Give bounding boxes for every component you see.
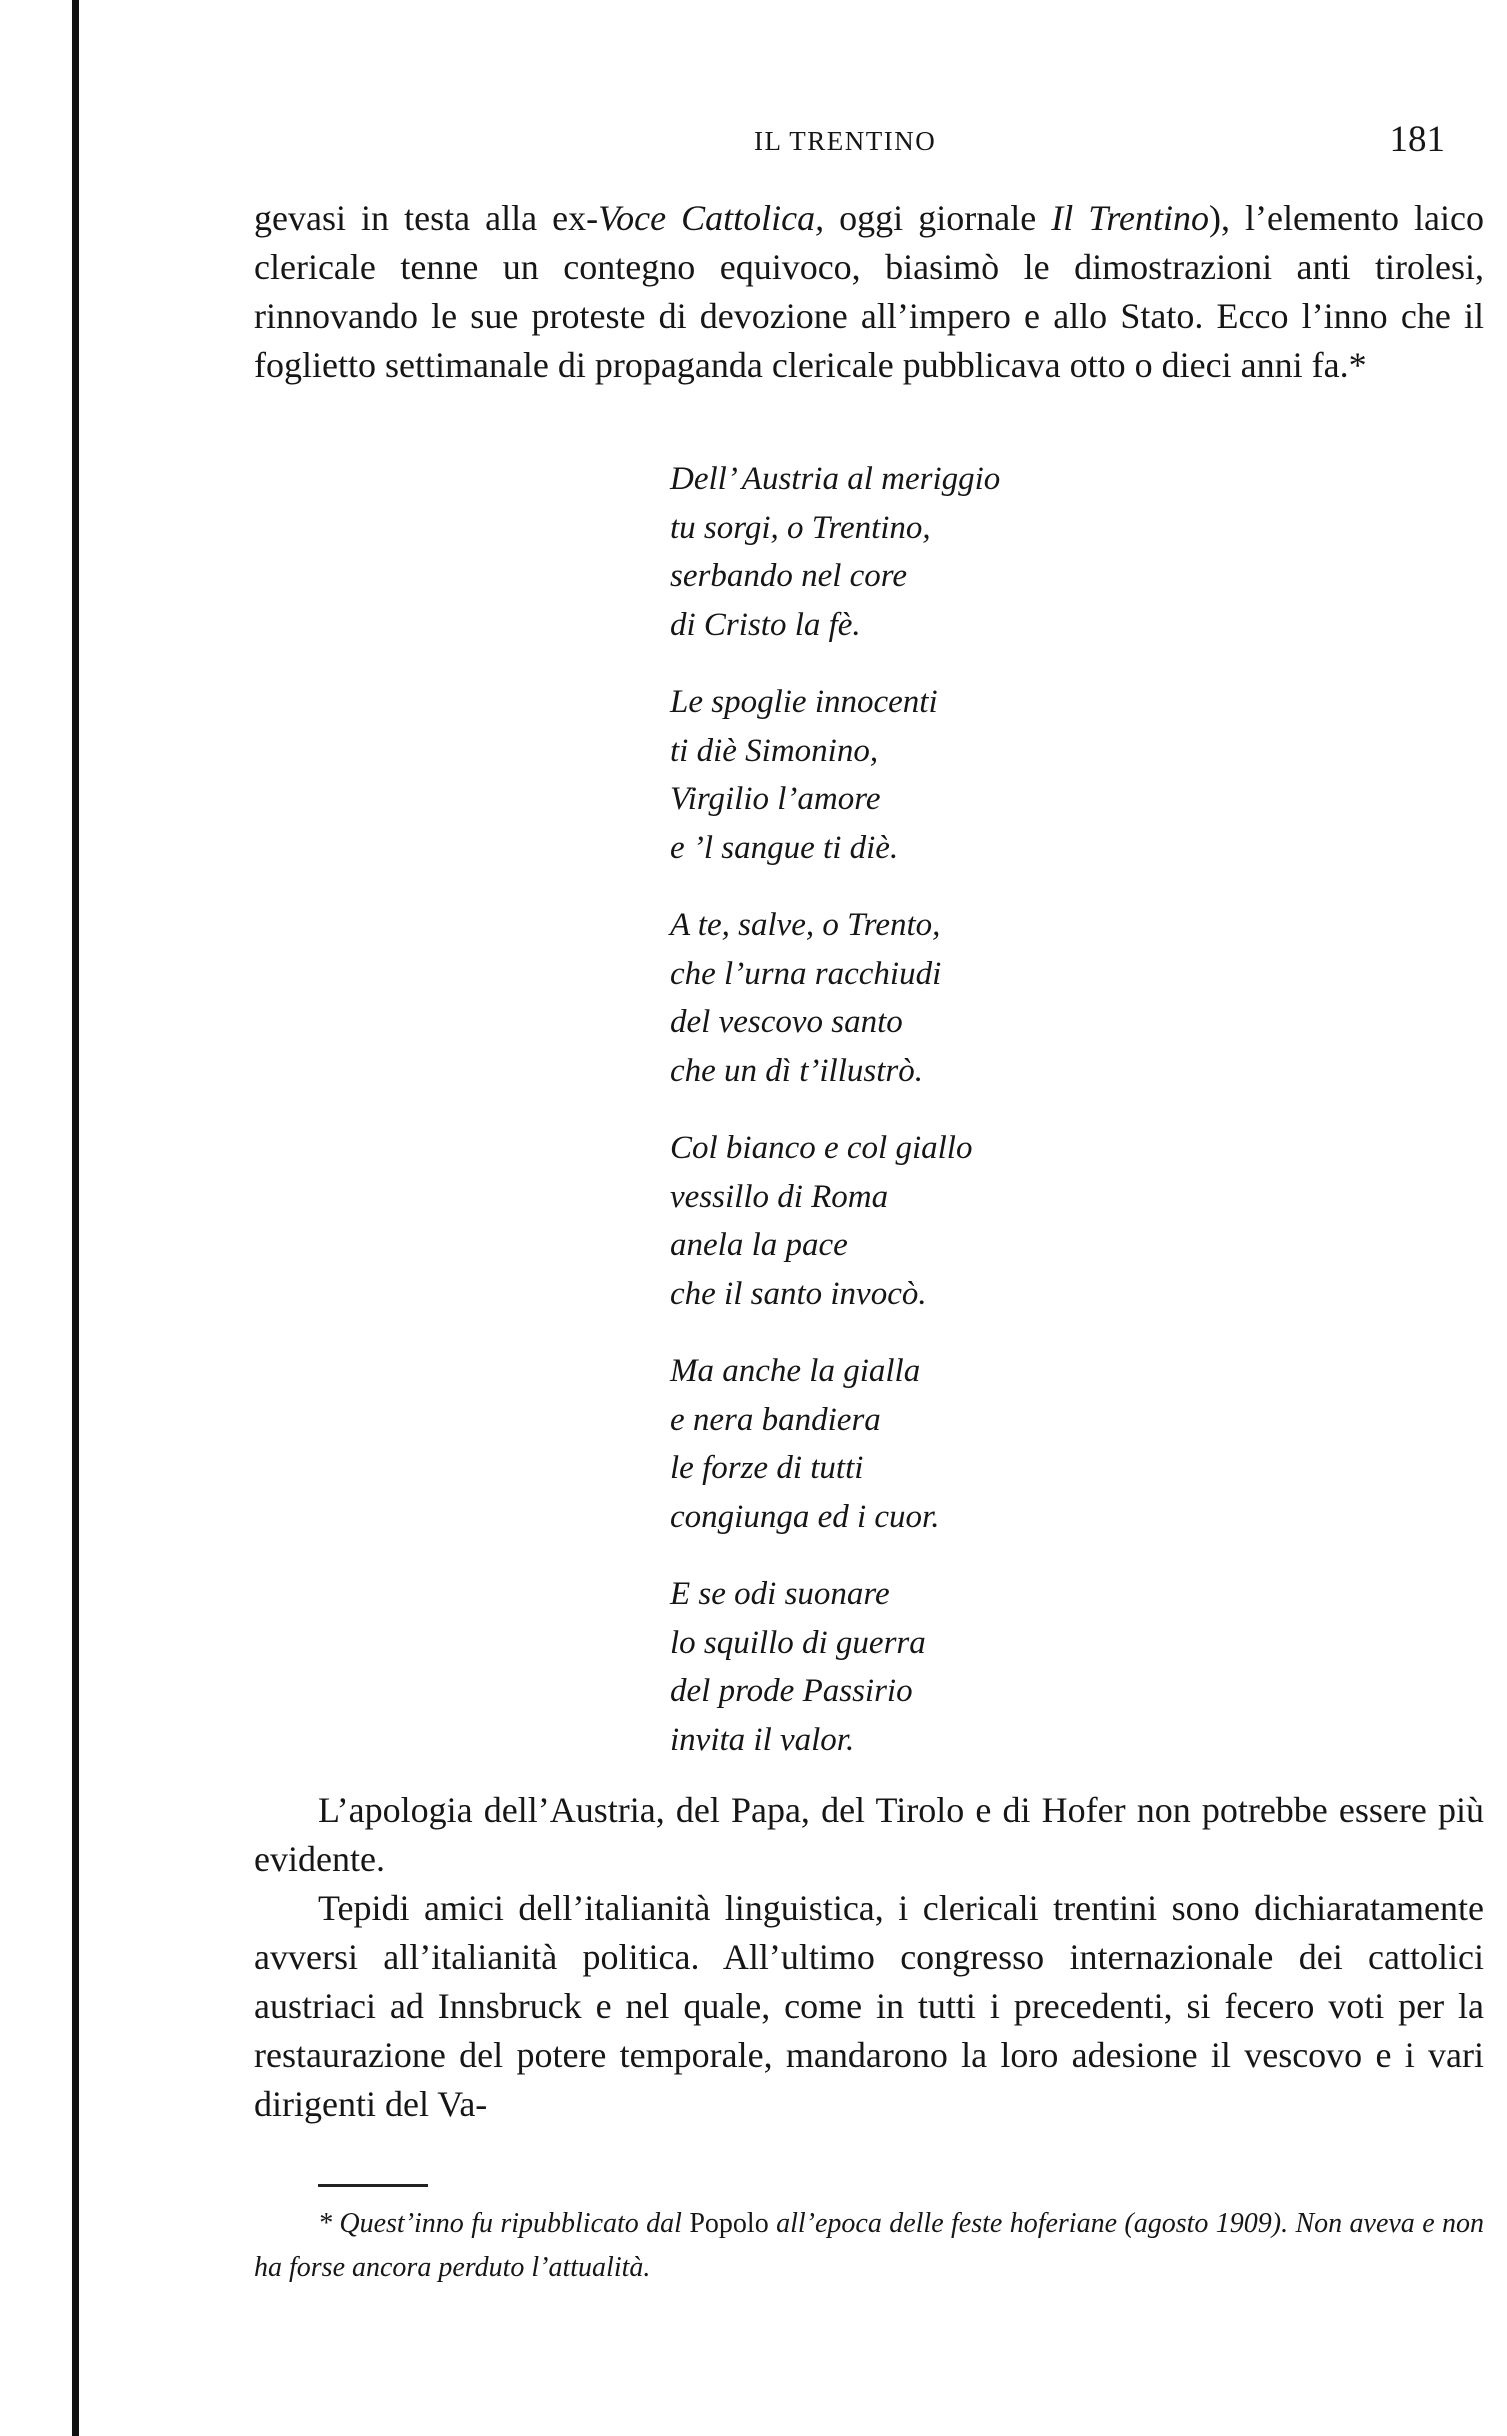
verse-line: le forze di tutti [670, 1450, 864, 1486]
body-text-bottom [254, 1786, 1484, 2129]
body-text-top [254, 194, 1484, 390]
verse-line: congiunga ed i cuor. [670, 1498, 940, 1535]
verse-line: che un dì t’illustrò. [670, 1052, 923, 1089]
verse-line: Virgilio l’amore [670, 781, 881, 817]
running-head [254, 118, 1445, 174]
footnote-text: * Quest’inno fu ripubblicato dal [318, 2208, 690, 2239]
verse-line: che l’urna racchiudi [670, 955, 942, 992]
verse-line: invita il valor. [670, 1721, 855, 1758]
text-run: gevasi in testa alla ex- [254, 198, 599, 238]
newspaper-title: Voce Cattolica, [598, 198, 825, 238]
verse-line: A te, salve, o Trento, [670, 907, 941, 943]
page-edge-rule [72, 0, 79, 2436]
paragraph: Tepidi amici dell’italianità linguistica, i clericali trentini sono dichiaratamente avversi all’italianità politica. All’ultimo congresso internazionale dei cattolici austriaci ad Innsbruck e nel quale, come in tutti i precedenti, si fecero voti per la restaurazione del potere temporale, mandarono la loro adesione il vescovo e i vari dirigenti del Va- [254, 1888, 1484, 2124]
verse-line: anela la pace [670, 1227, 848, 1263]
stanza [670, 1570, 1000, 1764]
verse-line: ti diè Simonino, [670, 732, 879, 769]
footnote-text: all’epoca delle feste hoferiane (agosto 1909). Non aveva e non ha forse ancora perduto l’attualità. [254, 2208, 1485, 2283]
verse-line: Col bianco e col giallo [670, 1130, 973, 1166]
verse-line: del prode Passirio [670, 1673, 913, 1709]
verse-line: Le spoglie innocenti [670, 684, 938, 720]
verse-line: serbando nel core [670, 558, 908, 594]
running-title: IL TRENTINO [754, 126, 937, 156]
verse-line: Ma anche la gialla [670, 1353, 921, 1389]
verse-line: lo squillo di guerra [670, 1624, 926, 1661]
text-run: ), l’elemento laico clericale tenne un contegno equivoco, biasimò le dimostrazioni anti tirolesi, rinnovando le sue proteste di devozione all’impero e allo Stato. Ecco l’inno che il foglietto settimanale di propaganda clericale pubblicava otto o dieci anni fa.* [254, 198, 1484, 385]
verse-line: e ’l sangue ti diè. [670, 829, 899, 866]
stanza [670, 1124, 1000, 1318]
footnote [254, 2202, 1484, 2290]
stanza [670, 455, 1000, 649]
page-number: 181 [1389, 119, 1445, 160]
verse-line: tu sorgi, o Trentino, [670, 509, 931, 546]
verse-line: di Cristo la fè. [670, 606, 861, 643]
paragraph: L’apologia dell’Austria, del Papa, del Tirolo e di Hofer non potrebbe essere più evidente. [254, 1790, 1484, 1879]
verse-line: e nera bandiera [670, 1401, 881, 1438]
verse-line: Dell’ Austria al meriggio [670, 461, 1001, 497]
verse-line: E se odi suonare [670, 1576, 890, 1612]
text-run: oggi giornale [824, 198, 1052, 238]
verse-line: del vescovo santo [670, 1004, 903, 1040]
footnote-rule [318, 2184, 428, 2187]
newspaper-title: Il Trentino [1051, 198, 1209, 238]
verse-line: che il santo invocò. [670, 1275, 927, 1312]
hymn-verses [670, 455, 1000, 1793]
stanza [670, 1347, 1000, 1541]
verse-line: vessillo di Roma [670, 1178, 889, 1215]
paragraph [254, 194, 1484, 390]
stanza [670, 901, 1000, 1095]
stanza [670, 678, 1000, 872]
newspaper-title: Popolo [689, 2208, 769, 2239]
